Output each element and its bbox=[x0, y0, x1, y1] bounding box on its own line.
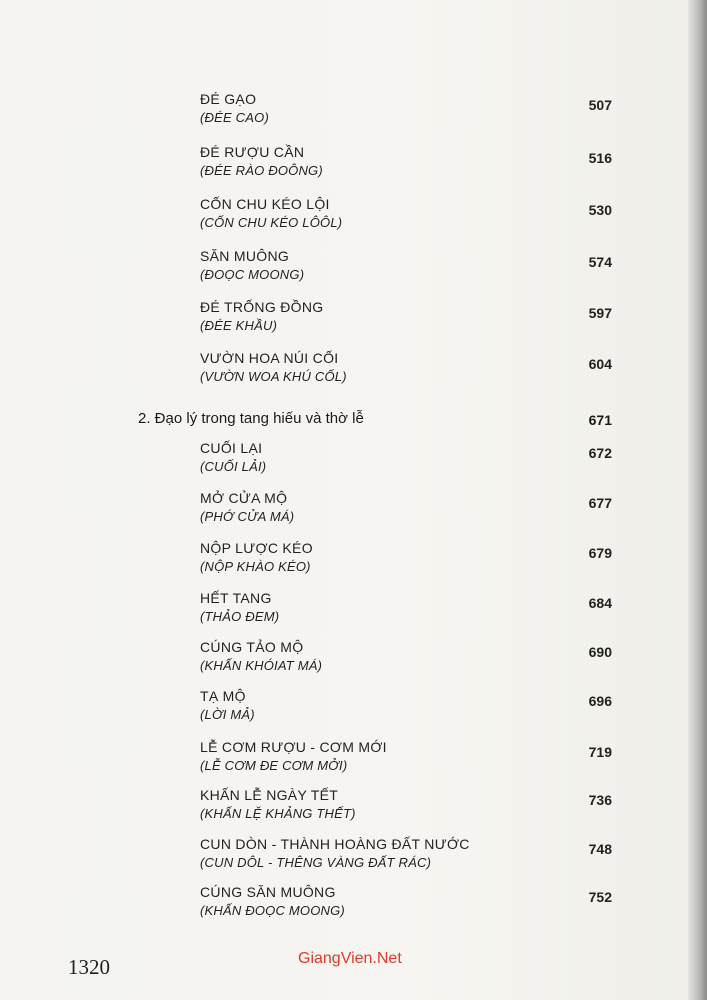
toc-entry bbox=[200, 196, 620, 230]
entry-subtitle: (ĐOỌC MOONG) bbox=[200, 267, 305, 282]
toc-entry bbox=[200, 350, 620, 384]
entry-title: VƯỜN HOA NÚI CỐI bbox=[200, 350, 339, 366]
entry-subtitle: (ĐÉE CAO) bbox=[200, 110, 269, 125]
section-page-number: 671 bbox=[588, 412, 612, 428]
toc-entry bbox=[200, 540, 620, 574]
entry-subtitle: (CUN DÔL - THÊNG VÀNG ĐẤT RÁC) bbox=[200, 855, 432, 870]
entry-page-number: 574 bbox=[588, 254, 612, 270]
entry-title: TẠ MỘ bbox=[200, 688, 246, 704]
toc-entry bbox=[200, 787, 620, 821]
entry-subtitle: (LỜI MẢ) bbox=[200, 707, 255, 722]
entry-title: CUỐI LẠI bbox=[200, 440, 263, 456]
entry-subtitle: (LỄ CƠM ĐE CƠM MỞI) bbox=[200, 758, 348, 773]
entry-page-number: 677 bbox=[588, 495, 612, 511]
entry-subtitle: (KHẤN KHÓIAT MÁ) bbox=[200, 658, 323, 673]
entry-title: HẾT TANG bbox=[200, 590, 272, 606]
toc-entry bbox=[200, 836, 620, 870]
entry-subtitle: (CỐN CHU KÉO LÔÔL) bbox=[200, 215, 343, 230]
entry-subtitle: (ĐÉE KHẦU) bbox=[200, 318, 278, 333]
toc-entry bbox=[200, 884, 620, 918]
entry-page-number: 507 bbox=[588, 97, 612, 113]
entry-title: CUN DÒN - THÀNH HOÀNG ĐẤT NƯỚC bbox=[200, 836, 470, 852]
entry-subtitle: (THẢO ĐEM) bbox=[200, 609, 280, 624]
entry-subtitle: (KHẤN ĐOỌC MOONG) bbox=[200, 903, 345, 918]
entry-title: NỘP LƯỢC KÉO bbox=[200, 540, 313, 556]
toc-entry bbox=[200, 91, 620, 125]
watermark-text: GiangVien.Net bbox=[298, 950, 402, 967]
entry-page-number: 604 bbox=[588, 356, 612, 372]
entry-page-number: 597 bbox=[588, 305, 612, 321]
page-folio-number: 1320 bbox=[68, 955, 110, 979]
entry-title: SĂN MUÔNG bbox=[200, 248, 290, 264]
toc-section-heading bbox=[138, 410, 620, 427]
entry-page-number: 679 bbox=[588, 545, 612, 561]
entry-subtitle: (CUỐI LẢI) bbox=[200, 459, 267, 474]
page-edge-shadow bbox=[688, 0, 707, 1000]
entry-title: ĐÉ TRỐNG ĐỒNG bbox=[200, 299, 324, 315]
entry-page-number: 748 bbox=[588, 841, 612, 857]
entry-subtitle: (PHỚ CỬA MÁ) bbox=[200, 509, 295, 524]
entry-title: MỞ CỬA MỘ bbox=[200, 490, 288, 506]
entry-subtitle: (NỘP KHÀO KÉO) bbox=[200, 559, 311, 574]
entry-page-number: 719 bbox=[588, 744, 612, 760]
entry-page-number: 696 bbox=[588, 693, 612, 709]
toc-entry bbox=[200, 739, 620, 773]
entry-page-number: 516 bbox=[588, 150, 612, 166]
entry-title: KHẤN LỄ NGÀY TẾT bbox=[200, 787, 339, 803]
entry-title: LỄ CƠM RƯỢU - CƠM MỚI bbox=[200, 739, 387, 755]
toc-entry bbox=[200, 590, 620, 624]
toc-entry bbox=[200, 144, 620, 178]
entry-title: CỐN CHU KÉO LỘI bbox=[200, 196, 330, 212]
entry-title: ĐÉ GẠO bbox=[200, 91, 257, 107]
entry-subtitle: (VƯỜN WOA KHÚ CỐL) bbox=[200, 369, 347, 384]
toc-entry bbox=[200, 490, 620, 524]
entry-page-number: 672 bbox=[588, 445, 612, 461]
toc-entry bbox=[200, 440, 620, 474]
toc-entry bbox=[200, 688, 620, 722]
section-label: 2. Đạo lý trong tang hiếu và thờ lễ bbox=[138, 410, 364, 427]
entry-title: CÚNG SĂN MUÔNG bbox=[200, 884, 336, 900]
entry-title: ĐÉ RƯỢU CẦN bbox=[200, 144, 305, 160]
entry-page-number: 752 bbox=[588, 889, 612, 905]
toc-entry bbox=[200, 248, 620, 282]
toc-entry bbox=[200, 639, 620, 673]
entry-page-number: 530 bbox=[588, 202, 612, 218]
entry-page-number: 684 bbox=[588, 595, 612, 611]
entry-subtitle: (KHẤN LỆ KHẢNG THẾT) bbox=[200, 806, 356, 821]
entry-page-number: 736 bbox=[588, 792, 612, 808]
entry-subtitle: (ĐÉE RÀO ĐOÔNG) bbox=[200, 163, 323, 178]
entry-page-number: 690 bbox=[588, 644, 612, 660]
entry-title: CÚNG TẢO MỘ bbox=[200, 639, 304, 655]
toc-entry bbox=[200, 299, 620, 333]
